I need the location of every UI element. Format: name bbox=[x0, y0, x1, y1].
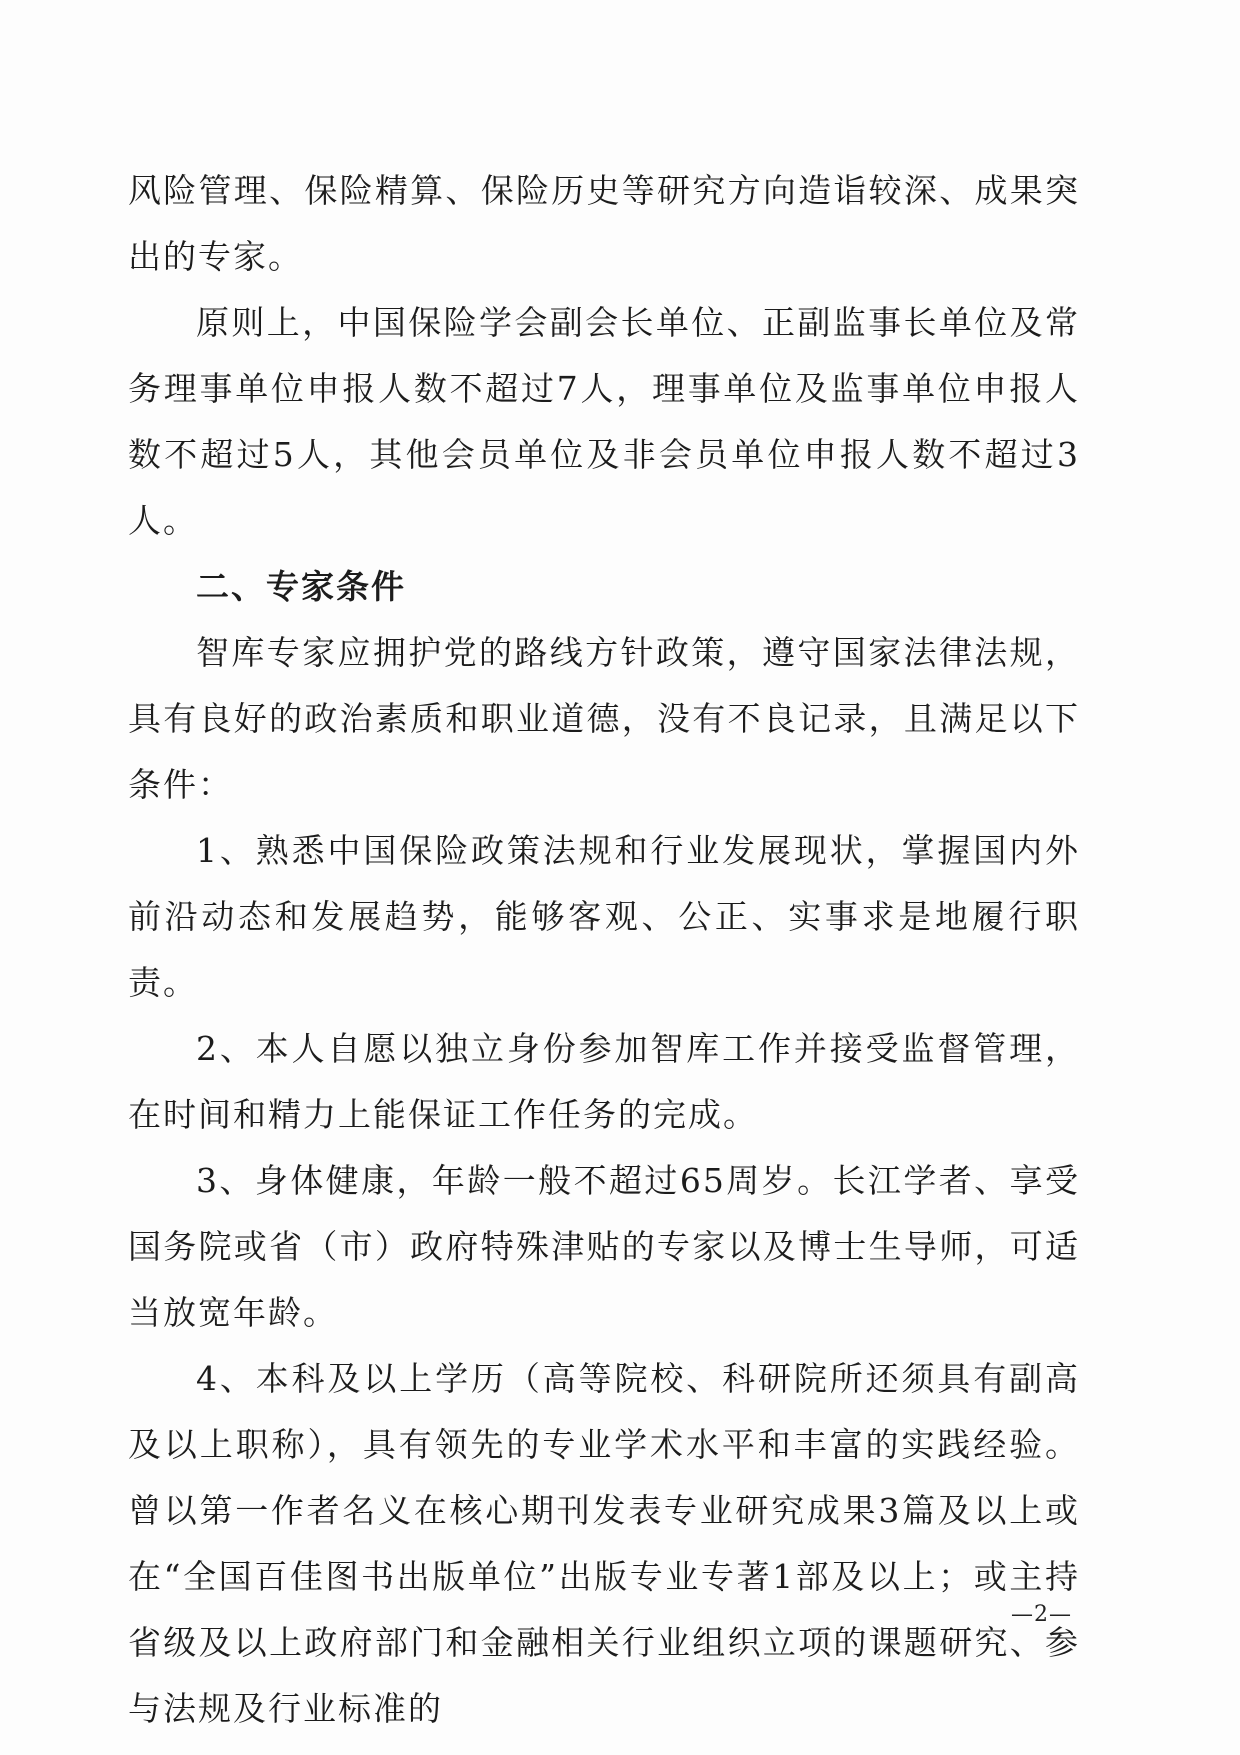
section-heading-expert-conditions: 二、专家条件 bbox=[196, 567, 406, 606]
page-number: —2— bbox=[1011, 1602, 1072, 1627]
paragraph-condition-3: 3、身体健康，年龄一般不超过65周岁。长江学者、享受国务院或省（市）政府特殊津贴的专家以及博士生导师，可适当放宽年龄。 bbox=[128, 1161, 1080, 1332]
paragraph-application-quota: 原则上，中国保险学会副会长单位、正副监事长单位及常务理事单位申报人数不超过7人，理事单位及监事单位申报人数不超过5人，其他会员单位及非会员单位申报人数不超过3人。 bbox=[128, 303, 1080, 540]
paragraph-condition-1: 1、熟悉中国保险政策法规和行业发展现状，掌握国内外前沿动态和发展趋势，能够客观、公正、实事求是地履行职责。 bbox=[128, 831, 1080, 1002]
paragraph-general-requirements: 智库专家应拥护党的路线方针政策，遵守国家法律法规，具有良好的政治素质和职业道德，没有不良记录，且满足以下条件： bbox=[128, 633, 1080, 804]
paragraph-condition-4: 4、本科及以上学历（高等院校、科研院所还须具有副高及以上职称），具有领先的专业学术水平和丰富的实践经验。曾以第一作者名义在核心期刊发表专业研究成果3篇及以上或在“全国百佳图书出版单位”出版专业专著1部及以上；或主持省级及以上政府部门和金融相关行业组织立项的课题研究、参与法规及行业标准的 bbox=[128, 1359, 1080, 1728]
document-body bbox=[128, 158, 1080, 1742]
paragraph-condition-2: 2、本人自愿以独立身份参加智库工作并接受监督管理，在时间和精力上能保证工作任务的完成。 bbox=[128, 1029, 1080, 1134]
paragraph-continuation: 风险管理、保险精算、保险历史等研究方向造诣较深、成果突出的专家。 bbox=[128, 171, 1080, 276]
